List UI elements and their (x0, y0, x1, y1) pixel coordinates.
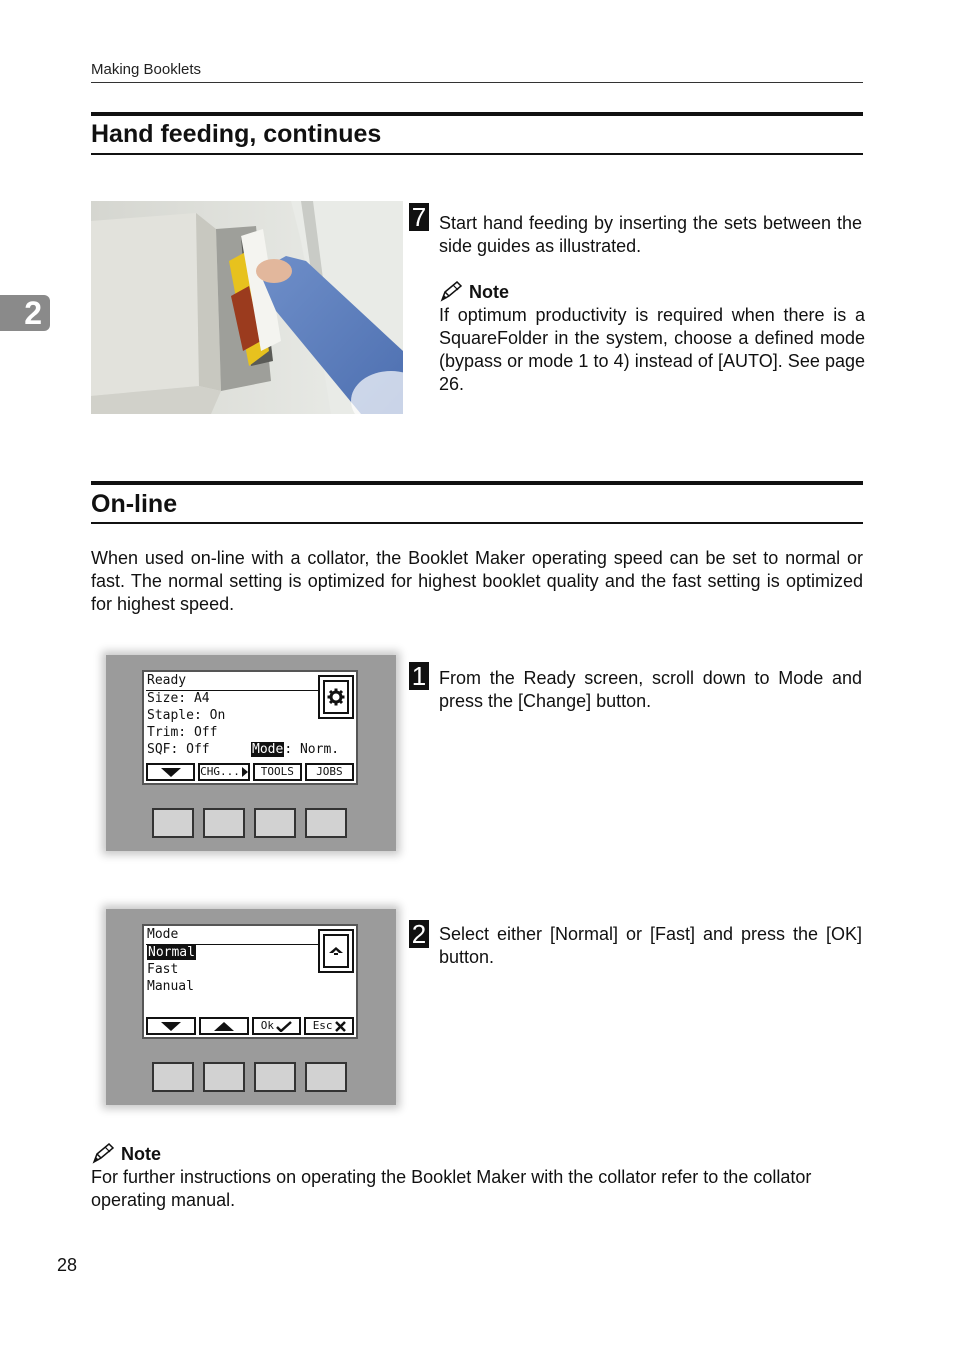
section2-title: On-line (91, 490, 178, 518)
softkey-tools[interactable] (253, 763, 302, 781)
step-number-1: 1 (409, 662, 429, 690)
control-panel-ready (106, 655, 396, 851)
hand-feeding-photo (91, 201, 403, 414)
lcd-line-staple: Staple: On (147, 708, 226, 723)
note-heading (91, 1143, 161, 1165)
softkey-change-label: CHG... (200, 765, 240, 778)
softkey-tools-label: TOOLS (260, 765, 294, 778)
lcd-line-size: Size: A4 (147, 691, 210, 706)
lcd-line-trim: Trim: Off (147, 725, 218, 740)
hardware-key-4[interactable] (305, 1062, 347, 1092)
step-7-text: Start hand feeding by inserting the sets between the side guides as illustrated. (439, 213, 862, 256)
lcd-option-normal (147, 945, 196, 961)
bottom-note-text: For further instructions on operating the Booklet Maker with the collator refer to the collator operating manual. (91, 1167, 812, 1210)
checkmark-icon (276, 1021, 292, 1032)
header-rule (91, 82, 863, 83)
pencil-note-icon (91, 1143, 115, 1165)
lcd-line-mode (251, 742, 339, 758)
section2-top-rule (91, 481, 863, 485)
lcd-softkey-bar (146, 1017, 354, 1035)
step-number-2: 2 (409, 920, 429, 948)
running-head: Making Booklets (91, 61, 202, 78)
softkey-change[interactable] (198, 763, 250, 781)
gear-icon (327, 688, 345, 706)
control-panel-mode (106, 909, 396, 1105)
softkey-up[interactable] (199, 1017, 249, 1035)
arrow-right-icon (242, 767, 248, 777)
softkey-down[interactable] (146, 763, 195, 781)
pencil-note-icon (439, 281, 463, 303)
lcd-mode-highlight: Mode (252, 742, 284, 757)
booklet-mode-icon (328, 945, 344, 957)
step-1-text: From the Ready screen, scroll down to Mode and press the [Change] button. (439, 668, 862, 711)
mode-icon-box (318, 929, 354, 973)
note-label: Note (469, 281, 509, 302)
lcd-option-fast: Fast (147, 962, 179, 977)
lcd-softkey-bar (146, 763, 354, 781)
chapter-tab: 2 (0, 295, 50, 331)
lcd-title: Mode (147, 927, 179, 942)
arrow-down-icon (161, 1022, 181, 1031)
section1-bottom-rule (91, 153, 863, 155)
note-label: Note (121, 1143, 161, 1164)
softkey-jobs[interactable] (305, 763, 354, 781)
lcd-mode-value: : Norm. (284, 742, 340, 757)
softkey-esc-label: Esc (312, 1019, 333, 1032)
arrow-down-icon (161, 768, 181, 777)
hardware-key-4[interactable] (305, 808, 347, 838)
hardware-key-1[interactable] (152, 808, 194, 838)
hardware-key-3[interactable] (254, 808, 296, 838)
lcd-line-sqf: SQF: Off (147, 742, 210, 757)
arrow-up-icon (214, 1022, 234, 1031)
section1-title: Hand feeding, continues (91, 120, 382, 148)
note-text: If optimum productivity is required when there is a SquareFolder in the system, choose a defined mode (bypass or mode 1 to 4) instead of [AUTO]. See page 26. (439, 305, 865, 394)
lcd-title: Ready (147, 673, 187, 688)
note-heading (439, 281, 509, 303)
section1-top-rule (91, 112, 863, 116)
lcd-option-manual: Manual (147, 979, 194, 994)
hardware-key-row (152, 1062, 350, 1094)
online-intro-text: When used on-line with a collator, the Booklet Maker operating speed can be set to normal or fast. The normal setting is optimized for highest booklet quality and the fast setting is optimized for highest speed. (91, 548, 863, 614)
softkey-jobs-label: JOBS (316, 765, 343, 778)
page-number: 28 (57, 1255, 78, 1275)
softkey-ok[interactable] (252, 1017, 302, 1035)
softkey-down[interactable] (146, 1017, 196, 1035)
softkey-esc[interactable] (304, 1017, 354, 1035)
step-number-7: 7 (409, 203, 429, 231)
lcd-selected-option: Normal (148, 945, 195, 960)
hardware-key-1[interactable] (152, 1062, 194, 1092)
lcd-mode-screen (142, 924, 358, 1039)
hardware-key-row (152, 808, 350, 840)
hand-feeding-illustration (91, 201, 403, 414)
hardware-key-3[interactable] (254, 1062, 296, 1092)
hardware-key-2[interactable] (203, 808, 245, 838)
settings-icon-box (318, 675, 354, 719)
hardware-key-2[interactable] (203, 1062, 245, 1092)
step-2-text: Select either [Normal] or [Fast] and press the [OK] button. (439, 924, 862, 967)
lcd-ready-screen (142, 670, 358, 785)
section2-bottom-rule (91, 522, 863, 524)
close-icon (335, 1021, 346, 1032)
softkey-ok-label: Ok (260, 1019, 274, 1032)
